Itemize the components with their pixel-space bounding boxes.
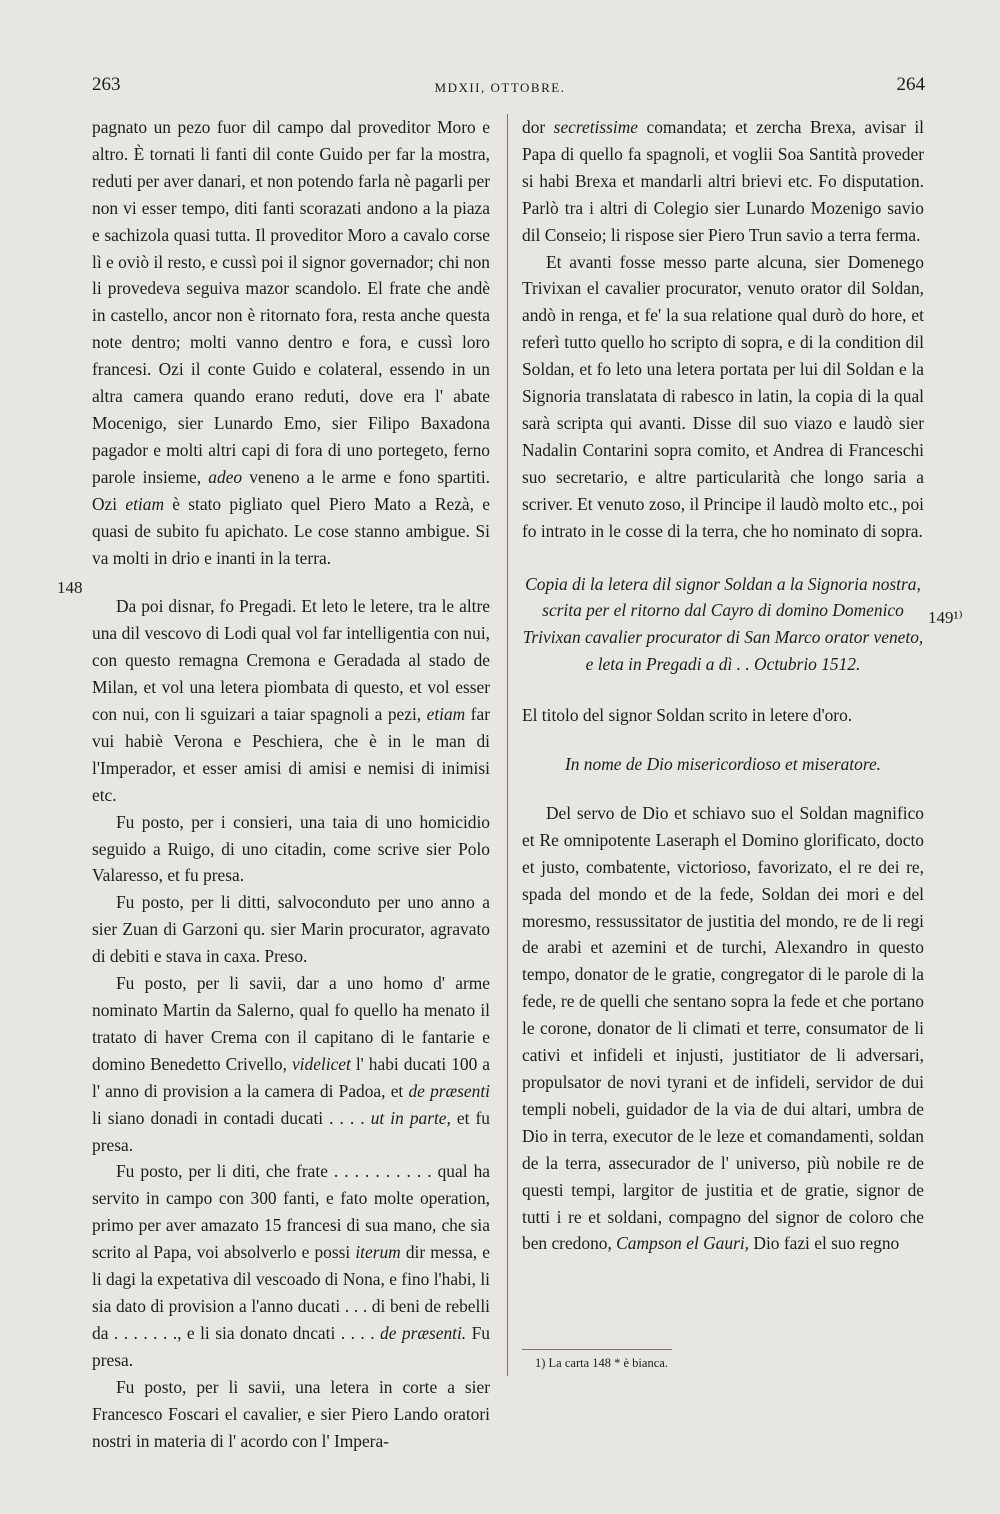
page-number-right: 264	[896, 74, 925, 95]
column-divider	[507, 114, 508, 1376]
paragraph: Fu posto, per li savii, dar a uno homo d' arme nominato Martin da Salerno, qual fo quello ha menato il tratato di haver Crema con il capitano di le fantarie e domino Benedetto Crivello, videlicet l' habi ducati 100 a l' anno di provision a la camera di Padoa, et de præsenti li siano donadi in contadi ducati . . . . ut in parte, et fu presa.	[92, 973, 490, 1155]
page-number-left: 263	[92, 74, 121, 95]
margin-number-right: 149¹⁾	[928, 608, 963, 627]
running-title: MDXII, OTTOBRE.	[434, 80, 566, 95]
right-column	[522, 114, 924, 1257]
margin-number-left: 148	[57, 578, 83, 597]
paragraph: pagnato un pezo fuor dil campo dal proveditor Moro e altro. È tornati li fanti dil conte Guido per far la mostra, reduti per aver danari, et non potendo farla nè pagarli per non vi esser tempo, diti fanti scorazati andono a la piaza e sachizola quasi tutta. Il proveditor Moro a cavalo corse lì e oviò il resto, e cussì poi il signor governador; chi non li provedeva seguiva mazor scandolo. El frate che andè in castello, ancor non è ritornato fora, resta anche questa note dentro; molti vanno dentro e fora, e cussì loro francesi. Ozi il conte Guido e colateral, essendo in un altra camera quando erano reduti, dove era l' abate Mocenigo, sier Lunardo Emo, sier Filipo Baxadona pagador e molti altri capi di fora di uno portegeto, ferno parole insieme, adeo veneno a le arme e fono spartiti. Ozi etiam è stato pigliato quel Piero Mato a Rezà, e quasi de subito fu apichato. Le cose stanno ambigue. Si va molti in drio e inanti in la terra.	[92, 117, 490, 568]
paragraph: Fu posto, per li diti, che frate . . . . . . . . . . qual ha servito in campo con 300 fanti, e fato molte operation, primo per aver amazato 15 francesi di sua mano, che sia scrito al Papa, voi absolverlo e possi iterum dir messa, e li dagi la expetativa dil vescoado di Nona, e fino l'habi, li sia dato di provision a l'anno ducati . . . di beni de rebelli da . . . . . . ., e li sia donato dncati . . . . de præsenti. Fu presa.	[92, 1161, 490, 1370]
paragraph: Del servo de Dio et schiavo suo el Soldan magnifico et Re omnipotente Laseraph el Domino glorificato, docto et justo, combatente, victorioso, favorizato, el re dei re, spada del mondo et de la fede, Soldan dei mori e del moresmo, ressussitator de justitia del mondo, re de li regi de arabi et azemini et de turchi, Alexandro in questo tempo, donator de le gratie, congregator di le parole di la fede, re de quelli che sentano sopra la fede et che portano le corone, donator de li climati et terre, consumator de li cativi et infideli et injusti, justitiator de li adversari, propulsator de novi tyrani et de infideli, servidor de dui templi nobeli, guidador de la via de dui altari, umbra de Dio in terra, executor de le leze et comandamenti, soldan de la terra, assecurador de l' universo, più nobile re de questi tempi, largitor de justitia et de gratie, signor de tutti i re et soldani, compagno del signor de coloro che ben credono, Campson el Gauri, Dio fazi el suo regno	[522, 802, 924, 1254]
paragraph: Da poi disnar, fo Pregadi. Et leto le letere, tra le altre una dil vescovo di Lodi qual vol far intelligentia con nui, con questo remagna Cremona e Geradada al stado de Milan, et vol una letera piombata di questo, et vol esser con nui, con li sguizari a taiar spagnoli a pezi, etiam far vui habiè Verona e Peschiera, che è in le man di l'Imperador, et esser amisi di amisi e nemisi di inimisi etc.	[92, 596, 490, 805]
footnote: 1) La carta 148 * è bianca.	[535, 1356, 668, 1370]
paragraph: dor secretissime comandata; et zercha Brexa, avisar il Papa di quello fa spagnoli, et voglii Soa Santità proveder si habi Brexa et mandarli altri brievi etc. Fo disputation. Parlò tra i altri di Colegio sier Lunardo Mozenigo savio dil Conseio; li rispose sier Piero Trun savio a terra ferma.	[522, 117, 925, 245]
letter-title: Copia di la letera dil signor Soldan a la Signoria nostra, scrita per el ritorno dal Cayro di domino Domenico Trivixan cavalier procurator di San Marco orator veneto, e leta in Pregadi a dì . . Octubrio 1512.	[522, 573, 924, 675]
paragraph: Fu posto, per li ditti, salvoconduto per uno anno a sier Zuan di Garzoni qu. sier Marin procurator, agravato di debiti e stava in caxa. Preso.	[92, 892, 490, 967]
invocation: In nome de Dio misericordioso et miseratore.	[564, 754, 882, 775]
paragraph: Fu posto, per i consieri, una taia di uno homicidio seguido a Ruigo, di uno citadin, come scrive sier Polo Valaresso, et fu presa.	[92, 811, 490, 886]
footnote-rule	[522, 1349, 672, 1350]
soldan-title-note: El titolo del signor Soldan scrito in letere d'oro.	[522, 705, 853, 726]
paragraph: Et avanti fosse messo parte alcuna, sier Domenego Trivixan el cavalier procurator, venuto orator dil Soldan, andò in renga, et fe' la sua relatione qual durò do hore, et referì tutto quello ho scripto di sopra, e di la condition dil Soldan, et fo leto una letera portata per lui dil Soldan e la Signoria translatata di rabesco in latin, la copia di la qual sarà scripta qui avanti. Disse dil suo viazo e laudò sier Nadalin Contarini sopra comito, et Andrea di Franceschi suo secretario, e altre particularità che longo saria a scriver. Et venuto zoso, il Principe il laudò molto etc., poi fo intrato in le cosse di la terra, che ho nominato di sopra.	[522, 251, 924, 541]
left-column	[92, 114, 490, 1454]
paragraph: Fu posto, per li savii, una letera in corte a sier Francesco Foscari el cavalier, e sier Piero Lando oratori nostri in materia di l' acordo con l' Impera-	[92, 1376, 490, 1451]
